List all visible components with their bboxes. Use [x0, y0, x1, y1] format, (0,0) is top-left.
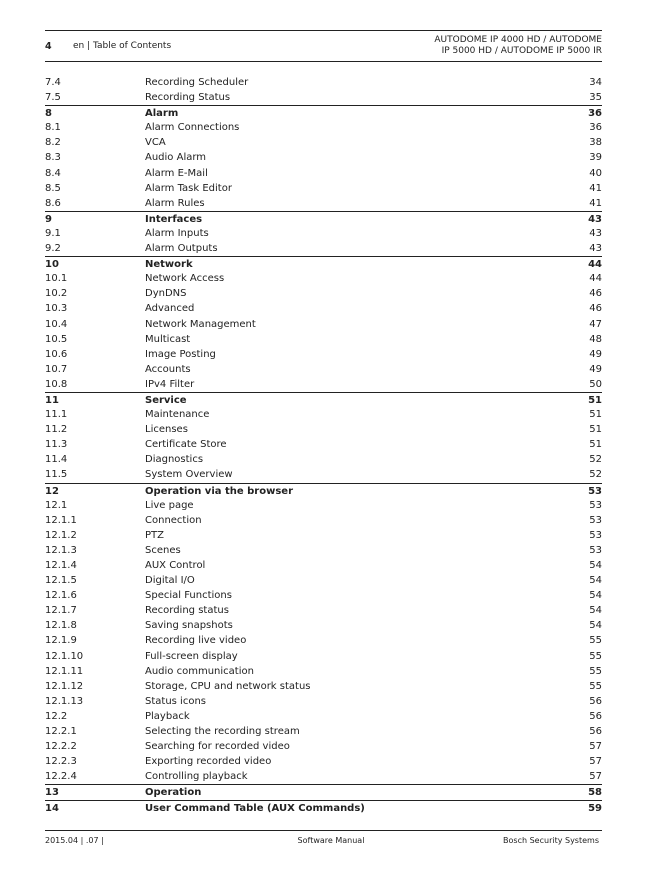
- toc-entry-row[interactable]: [45, 754, 602, 769]
- toc-entry-row[interactable]: [45, 90, 602, 105]
- toc-entry-page: 56: [589, 695, 602, 707]
- toc-entry-row[interactable]: [45, 75, 602, 90]
- toc-entry-page: 40: [589, 167, 602, 179]
- toc-entry-number: 10.4: [45, 318, 68, 330]
- toc-entry-title: Licenses: [145, 424, 188, 436]
- toc-entry-page: 53: [588, 485, 602, 497]
- toc-entry-number: 7.5: [45, 92, 61, 104]
- toc-entry-number: 12.1.12: [45, 680, 84, 692]
- toc-entry-title: Image Posting: [145, 348, 216, 360]
- toc-entry-row[interactable]: [45, 347, 602, 362]
- toc-entry-page: 44: [588, 259, 602, 271]
- toc-entry-row[interactable]: [45, 724, 602, 739]
- toc-entry-page: 59: [588, 802, 602, 814]
- toc-entry-title: Network Management: [145, 318, 256, 330]
- toc-entry-title: Alarm E-Mail: [145, 167, 208, 179]
- toc-entry-page: 43: [588, 213, 602, 225]
- toc-entry-title: PTZ: [145, 529, 164, 541]
- toc-entry-number: 8.6: [45, 197, 61, 209]
- toc-entry-number: 14: [45, 802, 59, 814]
- toc-entry-row[interactable]: [45, 422, 602, 437]
- toc-entry-row[interactable]: [45, 543, 602, 558]
- toc-entry-page: 44: [589, 273, 602, 285]
- toc-chapter-row[interactable]: [45, 784, 602, 799]
- toc-entry-number: 11.5: [45, 469, 68, 481]
- header-top-rule: [45, 30, 602, 31]
- toc-entry-row[interactable]: [45, 407, 602, 422]
- toc-entry-page: 35: [589, 92, 602, 104]
- toc-entry-number: 8: [45, 108, 52, 120]
- header-title-line-1: AUTODOME IP 4000 HD / AUTODOME: [434, 35, 602, 45]
- toc-entry-title: Certificate Store: [145, 439, 227, 451]
- footer-date: 2015.04 | .07 |: [45, 836, 104, 845]
- toc-entry-page: 52: [589, 454, 602, 466]
- toc-entry-page: 55: [589, 635, 602, 647]
- toc-entry-page: 56: [589, 710, 602, 722]
- toc-entry-number: 12.1.11: [45, 665, 84, 677]
- toc-entry-number: 10.3: [45, 303, 68, 315]
- toc-entry-page: 57: [589, 771, 602, 783]
- toc-entry-number: 12.1.4: [45, 560, 77, 571]
- toc-entry-title: Accounts: [145, 363, 191, 375]
- toc-entry-row[interactable]: [45, 498, 602, 513]
- toc-entry-number: 13: [45, 787, 59, 799]
- toc-entry-title: Controlling playback: [145, 771, 248, 783]
- toc-entry-title: Alarm Inputs: [145, 227, 209, 239]
- toc-entry-page: 57: [589, 756, 602, 768]
- toc-entry-page: 51: [589, 439, 602, 451]
- toc-entry-page: 53: [589, 529, 602, 541]
- page-number: 4: [45, 41, 52, 52]
- toc-entry-title: Playback: [145, 710, 190, 722]
- toc-entry-title: Operation: [145, 787, 202, 799]
- toc-entry-page: 51: [588, 394, 602, 406]
- toc-entry-page: 46: [589, 303, 602, 315]
- toc-entry-page: 36: [589, 122, 602, 134]
- toc-entry-title: User Command Table (AUX Commands): [145, 802, 365, 814]
- header-section: en | Table of Contents: [73, 41, 172, 51]
- toc-entry-number: 12.2: [45, 710, 68, 722]
- toc-entry-page: 55: [589, 665, 602, 677]
- toc-entry-row[interactable]: [45, 196, 602, 211]
- toc-entry-page: 49: [589, 348, 602, 360]
- toc-entry-title: Scenes: [145, 544, 181, 556]
- toc-entry-page: 43: [589, 243, 602, 255]
- toc-entry-page: 53: [589, 514, 602, 526]
- toc-chapter-row[interactable]: [45, 211, 602, 226]
- toc-chapter-row[interactable]: [45, 392, 602, 407]
- toc-entry-page: 54: [589, 560, 602, 571]
- toc-entry-row[interactable]: [45, 588, 602, 603]
- toc-entry-row[interactable]: [45, 603, 602, 618]
- toc-entry-number: 10.6: [45, 348, 68, 360]
- toc-entry-number: 12.1.13: [45, 695, 84, 707]
- toc-entry-title: Network Access: [145, 273, 225, 285]
- toc-entry-number: 10.2: [45, 288, 68, 300]
- toc-entry-title: Network: [145, 259, 193, 271]
- toc-entry-page: 34: [589, 77, 602, 88]
- toc-entry-number: 12: [45, 485, 59, 497]
- toc-entry-row[interactable]: [45, 301, 602, 316]
- toc-entry-title: Alarm Task Editor: [145, 182, 232, 194]
- toc-entry-title: Recording Status: [145, 92, 231, 104]
- toc-entry-number: 12.1.5: [45, 575, 77, 587]
- toc-entry-page: 52: [589, 469, 602, 481]
- toc-entry-number: 8.2: [45, 137, 61, 149]
- toc-entry-number: 9.2: [45, 243, 61, 255]
- toc-entry-page: 49: [589, 363, 602, 375]
- toc-entry-row[interactable]: [45, 150, 602, 165]
- toc-entry-number: 12.2.4: [45, 771, 77, 783]
- toc-entry-row[interactable]: [45, 739, 602, 754]
- toc-entry-row[interactable]: [45, 467, 602, 482]
- toc-entry-title: Saving snapshots: [145, 620, 233, 632]
- toc-entry-title: AUX Control: [145, 560, 206, 571]
- toc-entry-row[interactable]: [45, 452, 602, 467]
- toc-entry-title: Selecting the recording stream: [145, 726, 300, 738]
- toc-entry-number: 9.1: [45, 227, 61, 239]
- toc-entry-number: 12.1.1: [45, 514, 77, 526]
- toc-entry-page: 53: [589, 544, 602, 556]
- toc-entry-number: 12.2.3: [45, 756, 77, 768]
- toc-chapter-row[interactable]: [45, 483, 602, 498]
- toc-entry-page: 47: [589, 318, 602, 330]
- toc-entry-page: 54: [589, 605, 602, 617]
- toc-entry-page: 43: [589, 227, 602, 239]
- toc-entry-number: 12.2.1: [45, 726, 77, 738]
- toc-entry-number: 11.2: [45, 424, 68, 436]
- toc-entry-row[interactable]: [45, 664, 602, 679]
- toc-entry-title: Audio communication: [145, 665, 254, 677]
- toc-entry-title: Diagnostics: [145, 454, 204, 466]
- toc-entry-number: 12.1: [45, 499, 68, 511]
- toc-entry-number: 10: [45, 259, 59, 271]
- toc-entry-title: DynDNS: [145, 288, 187, 300]
- toc-entry-title: IPv4 Filter: [145, 378, 195, 390]
- table-of-contents: [45, 75, 602, 815]
- toc-entry-row[interactable]: [45, 558, 602, 573]
- toc-entry-title: Interfaces: [145, 213, 203, 225]
- toc-entry-row[interactable]: [45, 709, 602, 724]
- header-bottom-rule: [45, 61, 602, 62]
- toc-entry-title: Alarm Rules: [145, 197, 205, 209]
- toc-entry-title: Connection: [145, 514, 202, 526]
- toc-entry-number: 8.1: [45, 122, 61, 134]
- toc-entry-number: 10.5: [45, 333, 68, 345]
- toc-entry-row[interactable]: [45, 513, 602, 528]
- toc-entry-row[interactable]: [45, 649, 602, 664]
- toc-entry-page: 36: [588, 108, 602, 120]
- toc-entry-title: Digital I/O: [145, 575, 195, 587]
- toc-chapter-row[interactable]: [45, 800, 602, 815]
- toc-entry-row[interactable]: [45, 135, 602, 150]
- toc-entry-title: System Overview: [145, 469, 233, 481]
- toc-entry-title: Advanced: [145, 303, 195, 315]
- toc-entry-page: 41: [589, 182, 602, 194]
- toc-entry-row[interactable]: [45, 166, 602, 181]
- toc-entry-row[interactable]: [45, 769, 602, 784]
- toc-entry-title: Audio Alarm: [145, 152, 207, 164]
- toc-entry-row[interactable]: [45, 573, 602, 588]
- toc-entry-number: 12.1.9: [45, 635, 77, 647]
- header-title-line-2: IP 5000 HD / AUTODOME IP 5000 IR: [441, 46, 602, 56]
- toc-entry-title: Special Functions: [145, 590, 232, 602]
- toc-entry-page: 55: [589, 650, 602, 662]
- toc-entry-row[interactable]: [45, 633, 602, 648]
- toc-entry-title: Multicast: [145, 333, 191, 345]
- toc-entry-number: 12.1.7: [45, 605, 77, 617]
- toc-entry-title: Alarm Outputs: [145, 243, 218, 255]
- toc-entry-number: 11.3: [45, 439, 68, 451]
- toc-entry-page: 54: [589, 620, 602, 632]
- toc-entry-number: 12.1.3: [45, 544, 77, 556]
- toc-entry-page: 53: [589, 499, 602, 511]
- toc-entry-title: Exporting recorded video: [145, 756, 272, 768]
- toc-entry-number: 10.8: [45, 378, 68, 390]
- toc-entry-title: Operation via the browser: [145, 485, 294, 497]
- toc-entry-row[interactable]: [45, 377, 602, 392]
- toc-entry-number: 12.1.6: [45, 590, 77, 602]
- toc-entry-title: Recording Scheduler: [145, 77, 249, 88]
- toc-entry-title: Status icons: [145, 695, 206, 707]
- toc-entry-row[interactable]: [45, 694, 602, 709]
- footer-company: Bosch Security Systems: [503, 836, 599, 845]
- toc-entry-title: Full-screen display: [145, 650, 238, 662]
- toc-entry-page: 56: [589, 726, 602, 738]
- toc-entry-title: Alarm: [145, 108, 179, 120]
- toc-entry-number: 11: [45, 394, 59, 406]
- toc-entry-page: 46: [589, 288, 602, 300]
- toc-entry-number: 7.4: [45, 77, 61, 88]
- toc-entry-title: Recording status: [145, 605, 229, 617]
- toc-entry-number: 8.3: [45, 152, 61, 164]
- toc-entry-row[interactable]: [45, 181, 602, 196]
- toc-entry-page: 38: [589, 137, 602, 149]
- toc-entry-number: 9: [45, 213, 52, 225]
- toc-entry-row[interactable]: [45, 286, 602, 301]
- toc-entry-number: 12.1.2: [45, 529, 77, 541]
- toc-entry-page: 54: [589, 575, 602, 587]
- toc-entry-row[interactable]: [45, 317, 602, 332]
- toc-entry-title: Recording live video: [145, 635, 247, 647]
- toc-entry-page: 57: [589, 741, 602, 753]
- toc-entry-row[interactable]: [45, 679, 602, 694]
- toc-entry-row[interactable]: [45, 528, 602, 543]
- toc-entry-number: 12.1.8: [45, 620, 77, 632]
- toc-entry-number: 11.1: [45, 409, 68, 421]
- toc-entry-row[interactable]: [45, 226, 602, 241]
- footer-doc-type: Software Manual: [297, 836, 365, 845]
- toc-entry-page: 39: [589, 152, 602, 164]
- toc-entry-row[interactable]: [45, 362, 602, 377]
- toc-entry-page: 54: [589, 590, 602, 602]
- toc-entry-row[interactable]: [45, 332, 602, 347]
- toc-chapter-row[interactable]: [45, 105, 602, 120]
- toc-entry-page: 51: [589, 424, 602, 436]
- toc-entry-title: Alarm Connections: [145, 122, 240, 134]
- toc-entry-title: VCA: [145, 137, 166, 149]
- toc-entry-title: Service: [145, 394, 187, 406]
- toc-entry-number: 12.1.10: [45, 650, 84, 662]
- toc-entry-number: 12.2.2: [45, 741, 77, 753]
- toc-entry-row[interactable]: [45, 241, 602, 256]
- toc-entry-page: 55: [589, 680, 602, 692]
- toc-entry-row[interactable]: [45, 120, 602, 135]
- footer-rule: [45, 830, 602, 831]
- toc-entry-row[interactable]: [45, 618, 602, 633]
- toc-entry-title: Maintenance: [145, 409, 210, 421]
- toc-chapter-row[interactable]: [45, 256, 602, 271]
- toc-entry-title: Searching for recorded video: [145, 741, 290, 753]
- toc-entry-title: Live page: [145, 499, 194, 511]
- toc-entry-page: 58: [588, 787, 602, 799]
- header-document-title: [434, 35, 602, 57]
- toc-entry-row[interactable]: [45, 271, 602, 286]
- toc-entry-page: 48: [589, 333, 602, 345]
- toc-entry-row[interactable]: [45, 437, 602, 452]
- toc-entry-number: 8.4: [45, 167, 61, 179]
- toc-entry-title: Storage, CPU and network status: [145, 680, 311, 692]
- toc-entry-number: 10.1: [45, 273, 68, 285]
- toc-entry-page: 50: [589, 378, 602, 390]
- toc-entry-number: 11.4: [45, 454, 68, 466]
- toc-entry-number: 8.5: [45, 182, 61, 194]
- toc-entry-number: 10.7: [45, 363, 68, 375]
- toc-entry-page: 51: [589, 409, 602, 421]
- toc-entry-page: 41: [589, 197, 602, 209]
